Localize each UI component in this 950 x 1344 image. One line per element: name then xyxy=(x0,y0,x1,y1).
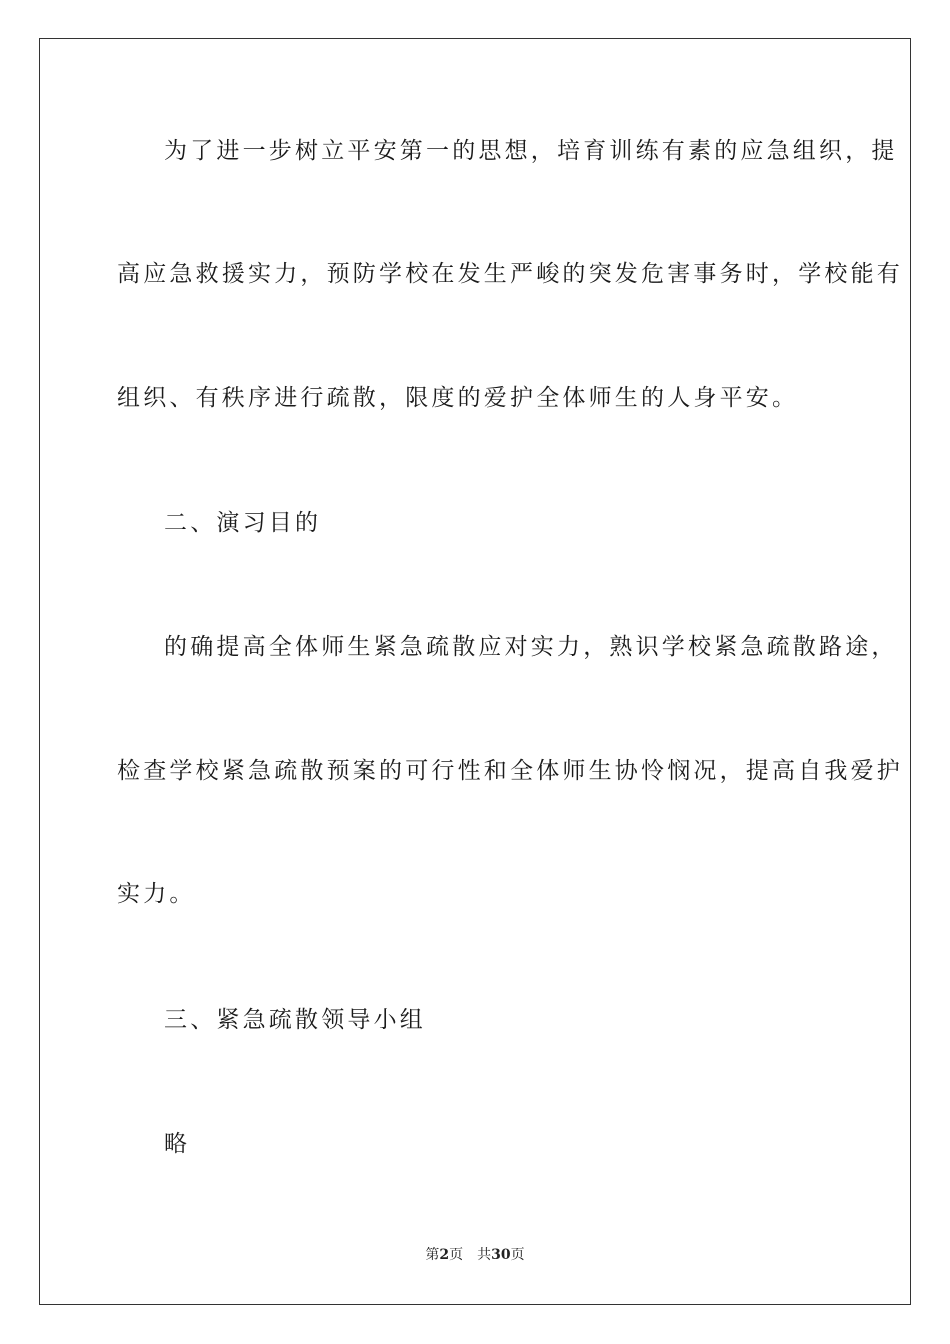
total-page-number: 30 xyxy=(491,1247,511,1263)
section-heading-2: 二、演习目的 xyxy=(164,510,322,536)
paragraph-1-line-2: 高应急救援实力，预防学校在发生严峻的突发危害事务时，学校能有 xyxy=(117,261,903,287)
page-prefix: 第 xyxy=(425,1247,440,1263)
page-suffix: 页 xyxy=(449,1247,464,1263)
page-footer xyxy=(0,1244,950,1264)
paragraph-1-line-1: 为了进一步树立平安第一的思想，培育训练有素的应急组织，提 xyxy=(164,138,898,164)
total-prefix: 共 xyxy=(477,1247,492,1263)
current-page-number: 2 xyxy=(439,1247,450,1263)
paragraph-2-line-3: 实力。 xyxy=(117,881,196,907)
total-suffix: 页 xyxy=(510,1247,525,1263)
paragraph-2-line-2: 检查学校紧急疏散预案的可行性和全体师生协怜悯况，提高自我爱护 xyxy=(117,758,903,784)
section-heading-3: 三、紧急疏散领导小组 xyxy=(164,1007,426,1033)
paragraph-2-line-1: 的确提高全体师生紧急疏散应对实力，熟识学校紧急疏散路途， xyxy=(164,634,898,660)
page-border xyxy=(39,38,911,1305)
paragraph-3-text: 略 xyxy=(164,1131,191,1157)
paragraph-1-line-3: 组织、有秩序进行疏散，限度的爱护全体师生的人身平安。 xyxy=(117,385,799,411)
